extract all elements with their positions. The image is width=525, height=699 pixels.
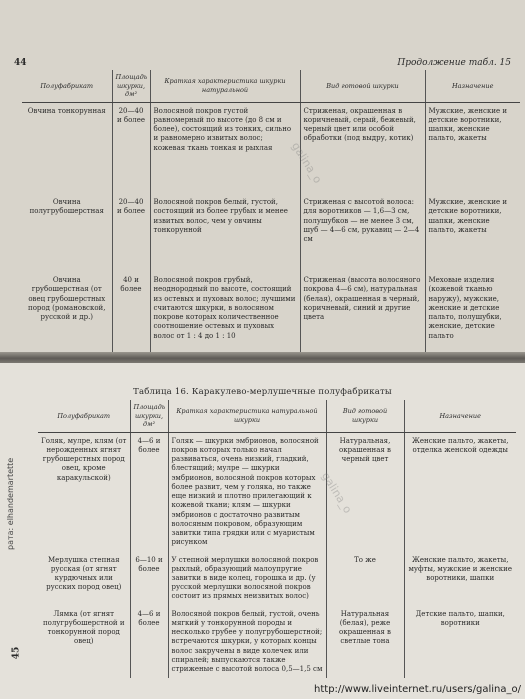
skin-description: Голяк — шкурки эмбрионов, волосяной покров которых только начал развиваться, очень низкий, гладкий, блестящий; мулре — шкурки эмбрионов, волосяной покров которых более развит, чем у голяка, но также еще низкий и плотно прилегающий к кожевой ткани; клям — шкурки эмбрионов с достаточно развитым волосяным покровом, образующим завитки типа грядки или с муаристым рисунком bbox=[168, 432, 326, 551]
table-row bbox=[22, 194, 520, 272]
purpose: Мужские, женские и детские воротники, шапки, женские пальто, жакеты bbox=[425, 194, 520, 272]
header-cell: Полуфабрикат bbox=[38, 400, 130, 432]
header-cell: Назначение bbox=[404, 400, 516, 432]
purpose: Женские пальто, жакеты, муфты, мужские и женские воротники, шапки bbox=[404, 552, 516, 606]
source-url-link[interactable]: http://www.liveinternet.ru/users/galina_o/ bbox=[314, 684, 521, 695]
skin-description: У степной мерлушки волосяной покров рыхлый, образующий малоупругие завитки в виде колец, горошка и др. (у русской мерлушки волосяной покров состоит из прямых неизвитых волос) bbox=[168, 552, 326, 606]
skin-description: Волосяной покров белый, густой, очень мягкий у тонкорунной породы и несколько грубее у полугрубошерстной; встречаются шкурки, у которых концы волос закручены в виде колечек или спиралей; выпускаются также стриженые с высотой волоса 0,5—1,5 см bbox=[168, 606, 326, 679]
finished-skin: То же bbox=[326, 552, 404, 606]
skin-description: Волосяной покров густой равномерный по высоте (до 8 см и более), состоящий из тонких, сильно и равномерно извитых волос; кожевая ткань тонкая и рыхлая bbox=[150, 102, 300, 194]
purpose: Меховые изделия (кожевой тканью наружу), мужские, женские и детские пальто, полушубки, женские, детские пальто bbox=[425, 272, 520, 352]
skin-area: 4—6 и более bbox=[130, 432, 168, 551]
header-cell: Краткая характеристика шкурки натуральной bbox=[150, 70, 300, 102]
page-number-top: 44 bbox=[14, 58, 27, 68]
semi-product-name: Овчина грубошерстная (от овец грубошерстных пород (романовской, русской и др.) bbox=[28, 276, 106, 322]
watermark-text: galina_o bbox=[318, 470, 355, 516]
header-cell: Площадь шкурки, дм² bbox=[130, 400, 168, 432]
purpose: Детские пальто, шапки, воротники bbox=[404, 606, 516, 679]
header-cell: Вид готовой шкурки bbox=[326, 400, 404, 432]
table-row bbox=[38, 432, 516, 551]
header-cell: Краткая характеристика натуральной шкурки bbox=[168, 400, 326, 432]
semi-product-name: Мерлушка степная русская (от ягнят курдючных или русских пород овец) bbox=[46, 555, 122, 592]
semi-product-name: Лямка (от ягнят полугрубошерстной и тонкорунной пород овец) bbox=[42, 609, 125, 646]
skin-area: 20—40 и более bbox=[112, 102, 150, 194]
skin-description: Волосяной покров белый, густой, состоящий из более грубых и менее извитых волос, чем у овчины тонкорунной bbox=[150, 194, 300, 272]
table-16 bbox=[38, 400, 516, 678]
continuation-title: Продолжение табл. 15 bbox=[397, 58, 511, 68]
finished-skin: Натуральная (белая), реже окрашенная в светлые тона bbox=[326, 606, 404, 679]
semi-product-name: Голяк, мулре, клям (от нерожденных ягнят грубошерстных пород овец, кроме каракульской) bbox=[41, 436, 127, 482]
table-header-row bbox=[38, 400, 516, 432]
table-row bbox=[22, 102, 520, 194]
watermark-text: galina_o bbox=[288, 140, 325, 186]
header-cell: Полуфабрикат bbox=[22, 70, 112, 102]
skin-description: Волосяной покров грубый, неоднородный по высоте, состоящий из остевых и пуховых волос; лучшими считаются шкурки, в волосяном покрове которых количественное соотношение остевых и пуховых волос от 1 : 4 до 1 : 10 bbox=[150, 272, 300, 352]
table-row bbox=[38, 552, 516, 606]
purpose: Мужские, женские и детские воротники, шапки, женские пальто, жакеты bbox=[425, 102, 520, 194]
table-row bbox=[38, 606, 516, 679]
header-cell: Вид готовой шкурки bbox=[300, 70, 425, 102]
table-16-title: Таблица 16. Каракулево-мерлушечные полуфабрикаты bbox=[133, 387, 392, 397]
table-row bbox=[22, 272, 520, 352]
table-15-continued bbox=[22, 70, 520, 352]
semi-product-name: Овчина полугрубошерстная bbox=[29, 198, 104, 216]
skin-area: 6—10 и более bbox=[130, 552, 168, 606]
margin-side-text: рата: elhandemartette bbox=[6, 457, 15, 550]
skin-area: 4—6 и более bbox=[130, 606, 168, 679]
purpose: Женские пальто, жакеты, отделка женской одежды bbox=[404, 432, 516, 551]
header-cell: Площадь шкурки, дм² bbox=[112, 70, 150, 102]
finished-skin: Стриженая, окрашенная в коричневый, серый, бежевый, черный цвет или особой обработки (под выдру, котик) bbox=[300, 102, 425, 194]
skin-area: 20—40 и более bbox=[112, 194, 150, 272]
table-header-row bbox=[22, 70, 520, 102]
finished-skin: Натуральная, окрашенная в черный цвет bbox=[326, 432, 404, 551]
page-number-bottom: 45 bbox=[11, 646, 22, 660]
header-cell: Назначение bbox=[425, 70, 520, 102]
finished-skin: Стриженая с высотой волоса: для воротников — 1,6—3 см, полушубков — не менее 3 см, шуб — 4—6 см, рукавиц — 2—4 см bbox=[300, 194, 425, 272]
skin-area: 40 и более bbox=[112, 272, 150, 352]
semi-product-name: Овчина тонкорунная bbox=[27, 106, 106, 115]
finished-skin: Стриженая (высота волосяного покрова 4—6 см), натуральная (белая), окрашенная в черный, коричневый, синий и другие цвета bbox=[300, 272, 425, 352]
